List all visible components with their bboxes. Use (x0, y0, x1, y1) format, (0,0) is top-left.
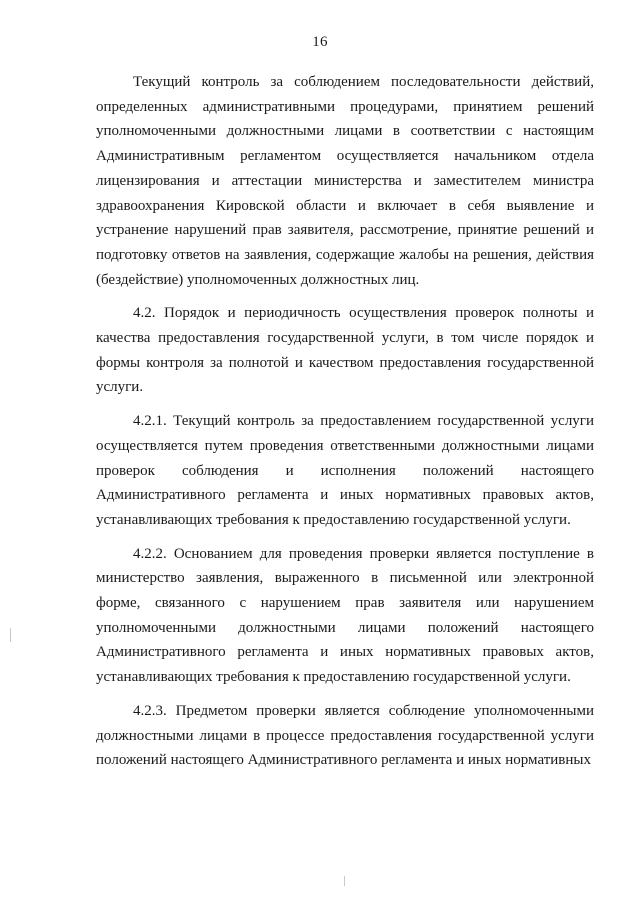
paragraph-4-2: 4.2. Порядок и периодичность осуществления проверок полноты и качества предоставления государственной услуги, в том числе порядок и формы контроля за полнотой и качеством предоставления государственной услуги. (96, 305, 594, 396)
scan-speck (344, 876, 345, 886)
paragraph-current-control: Текущий контроль за соблюдением последовательности действий, определенных административными процедурами, принятием решений уполномоченными должностными лицами в соответствии с настоящим Административным регламентом осуществляется начальником отдела лицензирования и аттестации министерства и заместителем министра здравоохранения Кировской области и включает в себя выявление и устранение нарушений прав заявителя, рассмотрение, принятие решений и подготовку ответов на заявления, содержащие жалобы на решения, действия (бездействие) уполномоченных должностных лиц. (96, 74, 594, 288)
paragraph-4-2-3: 4.2.3. Предметом проверки является соблюдение уполномоченными должностными лицами в процессе предоставления государственной услуги положений настоящего Административного регламента и иных нормативных (96, 702, 594, 769)
paragraph-4-2-1: 4.2.1. Текущий контроль за предоставлением государственной услуги осуществляется путем проведения ответственными должностными лицами проверок соблюдения и исполнения положений настоящего Административного регламента и иных нормативных правовых актов, устанавливающих требования к предоставлению государственной услуги. (96, 413, 594, 528)
paragraph-4-2-2: 4.2.2. Основанием для проведения проверки является поступление в министерство заявления, выраженного в письменной или электронной форме, связанного с нарушением прав заявителя или нарушением уполномоченными должностными лицами положений настоящего Административного регламента и иных нормативных правовых актов, устанавливающих требования к предоставлению государственной услуги. (96, 545, 594, 686)
document-body (96, 70, 594, 773)
scan-speck (10, 628, 11, 642)
page-number: 16 (312, 34, 328, 50)
